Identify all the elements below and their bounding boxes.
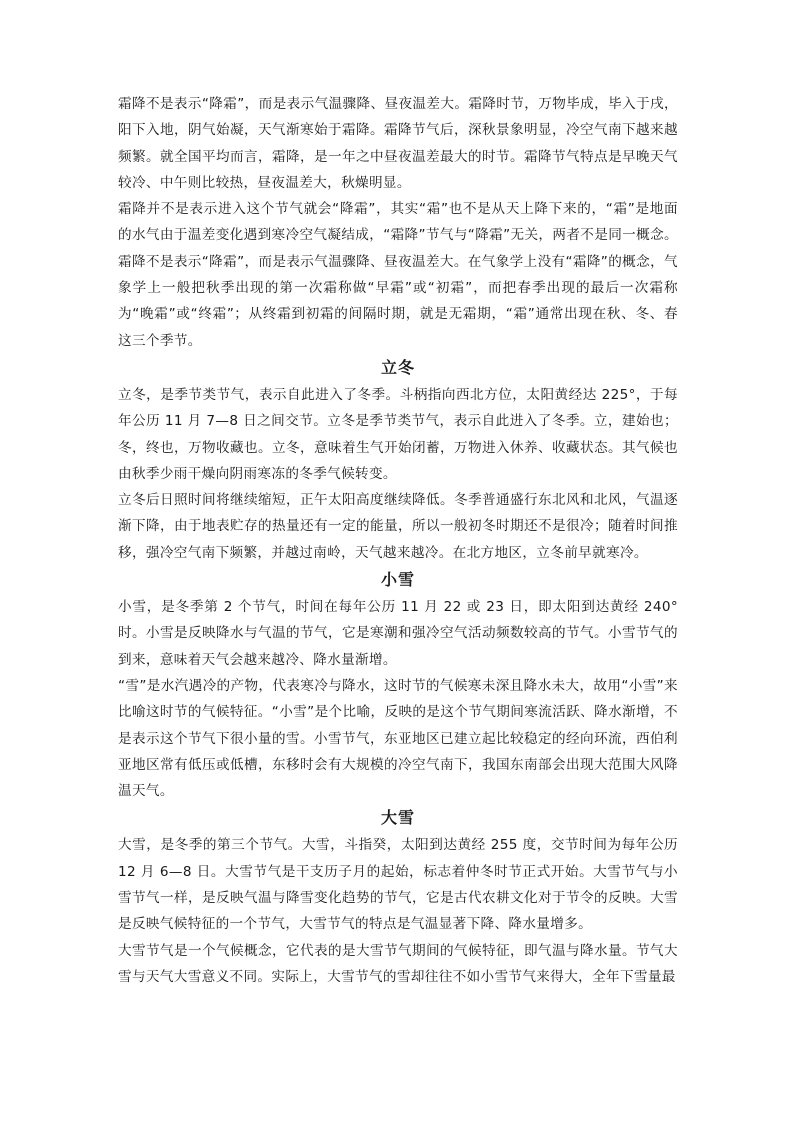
paragraph: 霜降并不是表示进入这个节气就会“降霜”，其实“霜”也不是从天上降下来的，“霜”是地面的水气由于温差变化遇到寒冷空气凝结成，“霜降”节气与“降霜”无关，两者不是同一概念。霜降不是表示“降霜”，而是表示气温骤降、昼夜温差大。在气象学上没有“霜降”的概念，气象学上一般把秋季出现的第一次霜称做“早霜”或“初霜”，而把春季出现的最后一次霜称为“晚霜”或“终霜”；从终霜到初霜的间隔时期，就是无霜期，“霜”通常出现在秋、冬、春这三个季节。 <box>118 201 678 349</box>
section-heading: 立冬 <box>380 357 415 377</box>
paragraph: 小雪，是冬季第 2 个节气，时间在每年公历 11 月 22 或 23 日，即太阳到达黄经 240°时。小雪是反映降水与气温的节气，它是寒潮和强冷空气活动频数较高的节气。小雪节气的到来，意味着天气会越来越冷、降水量渐增。 <box>118 599 678 668</box>
section-major-snow <box>118 804 678 990</box>
section-minor-snow <box>118 566 678 804</box>
paragraph: 立冬，是季节类节气，表示自此进入了冬季。斗柄指向西北方位，太阳黄经达 225°，于每年公历 11 月 7—8 日之间交节。立冬是季节类节气，表示自此进入了冬季。立，建始也；冬，终也，万物收藏也。立冬，意味着生气开始闭蓄，万物进入休养、收藏状态。其气候也由秋季少雨干燥向阴雨寒冻的冬季气候转变。 <box>118 386 678 482</box>
paragraph: 立冬后日照时间将继续缩短，正午太阳高度继续降低。冬季普通盛行东北风和北风，气温逐渐下降，由于地表贮存的热量还有一定的能量，所以一般初冬时期还不是很冷；随着时间推移，强冷空气南下频繁，并越过南岭，天气越来越冷。在北方地区，立冬前早就寒冷。 <box>118 492 678 561</box>
paragraph: “雪”是水汽遇冷的产物，代表寒冷与降水，这时节的气候寒未深且降水未大，故用“小雪”来比喻这时节的气候特征。“小雪”是个比喻，反映的是这个节气期间寒流活跃、降水渐增，不是表示这个节气下很小量的雪。小雪节气，东亚地区已建立起比较稳定的经向环流，西伯利亚地区常有低压或低槽，东移时会有大规模的冷空气南下，我国东南部会出现大范围大风降温天气。 <box>118 677 678 800</box>
section-heading: 大雪 <box>380 808 415 828</box>
paragraph: 大雪节气是一个气候概念，它代表的是大雪节气期间的气候特征，即气温与降水量。节气大雪与天气大雪意义不同。实际上，大雪节气的雪却往往不如小雪节气来得大，全年下雪量最 <box>118 942 678 985</box>
section-heading: 小雪 <box>380 570 415 590</box>
paragraph: 大雪，是冬季的第三个节气。大雪，斗指癸，太阳到达黄经 255 度，交节时间为每年公历 12 月 6—8 日。大雪节气是干支历子月的起始，标志着仲冬时节正式开始。大雪节气与小雪节气一样，是反映气温与降雪变化趋势的节气，它是古代农耕文化对于节令的反映。大雪是反映气候特征的一个节气，大雪节气的特点是气温显著下降、降水量增多。 <box>118 837 678 933</box>
document-page <box>118 91 678 990</box>
paragraph: 霜降不是表示“降霜”，而是表示气温骤降、昼夜温差大。霜降时节，万物毕成，毕入于戌，阳下入地，阴气始凝，天气渐寒始于霜降。霜降节气后，深秋景象明显，冷空气南下越来越频繁。就全国平均而言，霜降，是一年之中昼夜温差最大的时节。霜降节气特点是早晚天气较冷、中午则比较热，昼夜温差大，秋燥明显。 <box>118 96 678 191</box>
section-start-of-winter <box>118 354 678 566</box>
section-frost-descent <box>118 91 678 354</box>
